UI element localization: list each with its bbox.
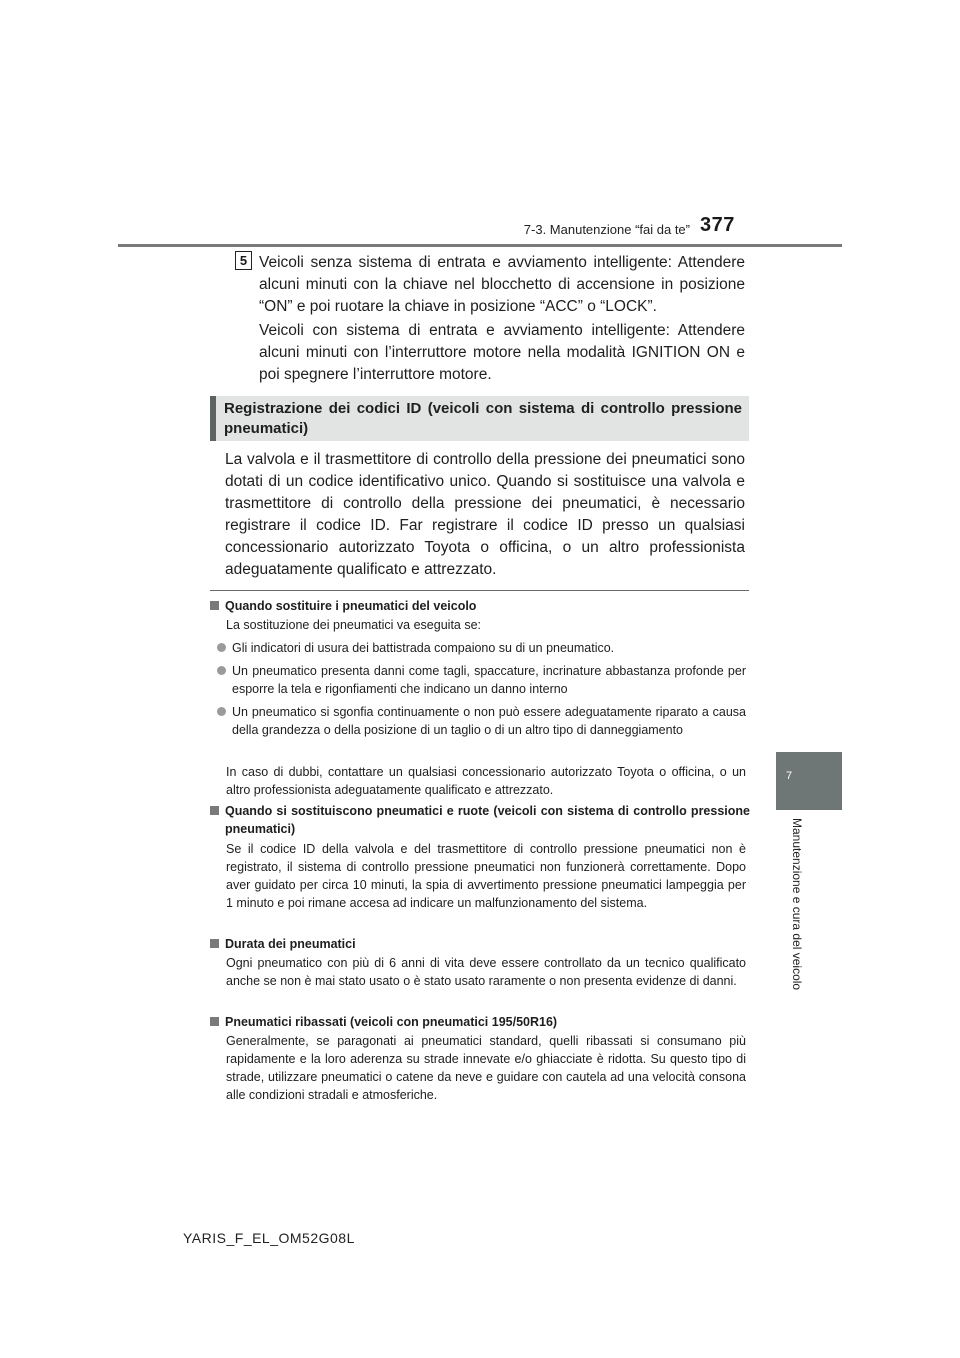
document-code: YARIS_F_EL_OM52G08L bbox=[183, 1230, 355, 1246]
note-heading-text: Pneumatici ribassati (veicoli con pneumatici 195/50R16) bbox=[225, 1015, 558, 1029]
note-heading bbox=[210, 802, 750, 838]
square-bullet-icon bbox=[210, 939, 219, 948]
note-heading bbox=[210, 597, 750, 615]
circle-bullet-icon bbox=[217, 666, 226, 675]
body-paragraph: La valvola e il trasmettitore di controllo della pressione dei pneumatici sono dotati di un codice identificativo unico. Quando si sostituisce una valvola e trasmettitore di controllo della pressione dei pneumatici, è necessario registrare il codice ID. Far registrare il codice ID presso un qualsiasi concessionario autorizzato Toyota o officina, o un altro professionista adeguatamente qualificato e attrezzato. bbox=[225, 451, 745, 578]
list-item bbox=[210, 639, 746, 657]
note-text: Ogni pneumatico con più di 6 anni di vita deve essere controllato da un tecnico qualificato anche se non è mai stato usato o è stato usato raramente o non presenta evidenze di danni. bbox=[226, 956, 746, 988]
chapter-number: 7 bbox=[786, 770, 793, 782]
section-heading-title: Registrazione dei codici ID (veicoli con sistema di controllo pressione pneumatici) bbox=[224, 400, 742, 437]
circle-bullet-icon bbox=[217, 707, 226, 716]
note-heading-text: Durata dei pneumatici bbox=[225, 937, 356, 951]
step-number-badge: 5 bbox=[235, 251, 252, 270]
list-item-text: Gli indicatori di usura dei battistrada compaiono su di un pneumatico. bbox=[232, 641, 615, 655]
page-number: 377 bbox=[700, 214, 735, 236]
circle-bullet-icon bbox=[217, 643, 226, 652]
note-text: Generalmente, se paragonati ai pneumatici standard, quelli ribassati si consumano più rapidamente e la loro aderenza su strade innevate e/o ghiacciate è ridotta. Su questo tipo di strade, utilizzare pneumatici o catene da neve e guidare con cautela ad una velocità consona alle condizioni stradali e atmosferiche. bbox=[226, 1034, 746, 1102]
list-item-text: Un pneumatico si sgonfia continuamente o non può essere adeguatamente riparato a causa della grandezza o della posizione di un taglio o di un altro tipo di danneggiamento bbox=[232, 705, 746, 737]
note-heading-text: Quando si sostituiscono pneumatici e ruote (veicoli con sistema di controllo pressione pneumatici) bbox=[225, 804, 750, 836]
step-paragraph-2: Veicoli con sistema di entrata e avviamento intelligente: Attendere alcuni minuti con l’interruttore motore nella modalità IGNITION ON e poi spegnere l’interruttore motore. bbox=[259, 322, 745, 383]
header-divider bbox=[118, 244, 842, 247]
note-heading bbox=[210, 1013, 750, 1031]
section-heading-accent-bar bbox=[210, 396, 216, 441]
notes-divider bbox=[210, 590, 749, 591]
header-section-title: 7-3. Manutenzione “fai da te” bbox=[523, 222, 690, 237]
note-heading bbox=[210, 935, 750, 953]
list-item bbox=[210, 703, 746, 739]
list-item bbox=[210, 662, 746, 698]
square-bullet-icon bbox=[210, 601, 219, 610]
note-heading-text: Quando sostituire i pneumatici del veicolo bbox=[225, 599, 477, 613]
step-paragraph-1: Veicoli senza sistema di entrata e avviamento intelligente: Attendere alcuni minuti con la chiave nel blocchetto di accensione in posizione “ON” e poi ruotare la chiave in posizione “ACC” o “LOCK”. bbox=[259, 254, 745, 315]
note-text: La sostituzione dei pneumatici va eseguita se: bbox=[226, 618, 482, 632]
square-bullet-icon bbox=[210, 1017, 219, 1026]
list-item-text: Un pneumatico presenta danni come tagli, spaccature, incrinature abbastanza profonde per esporre la tela e rigonfiamenti che indicano un danno interno bbox=[232, 664, 746, 696]
chapter-label: Manutenzione e cura del veicolo bbox=[790, 818, 804, 991]
note-text: Se il codice ID della valvola e del trasmettitore di controllo pressione pneumatici non è registrato, il sistema di controllo pressione pneumatici non funzionerà correttamente. Dopo aver guidato per circa 10 minuti, la spia di avvertimento pressione pneumatici lampeggia per 1 minuto e poi rimane accesa ad indicare un malfunzionamento del sistema. bbox=[226, 842, 746, 910]
note-text: In caso di dubbi, contattare un qualsiasi concessionario autorizzato Toyota o officina, o un altro professionista adeguatamente qualificato e attrezzato. bbox=[226, 765, 746, 797]
square-bullet-icon bbox=[210, 806, 219, 815]
